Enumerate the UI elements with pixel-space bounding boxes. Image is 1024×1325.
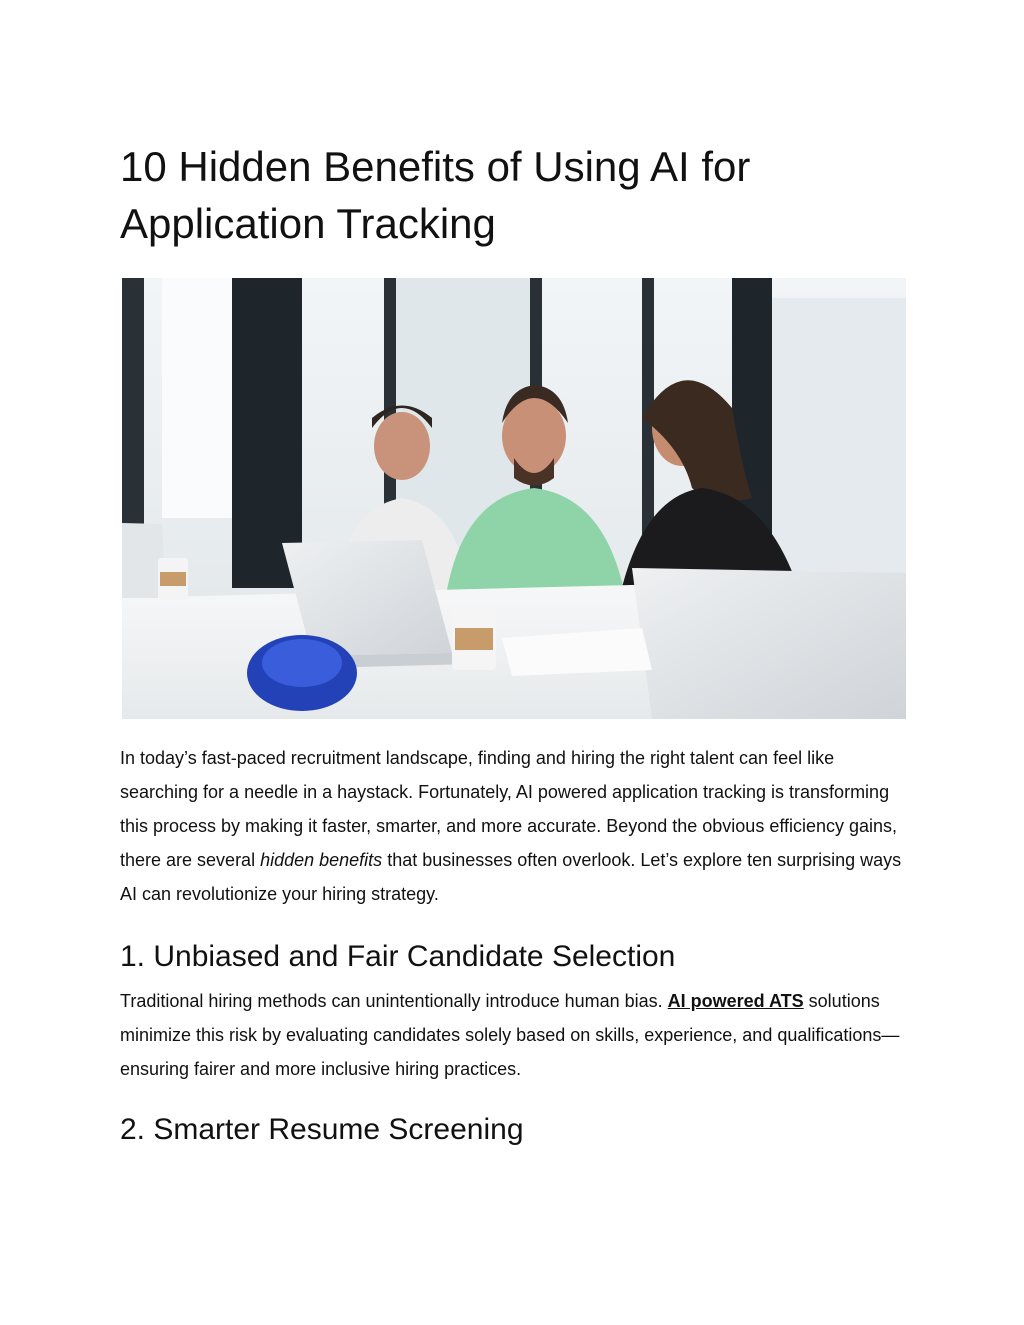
section-1-text-after: solutions minimize this risk by evaluating candidates solely based on skills, experience, and qualifications—ensuring fairer and more inclusive hiring practices. — [120, 991, 900, 1079]
document-title: 10 Hidden Benefits of Using AI for Application Tracking — [120, 143, 751, 247]
section-heading-1: 1. Unbiased and Fair Candidate Selection — [120, 940, 676, 973]
section-1-text-before: Traditional hiring methods can unintentionally introduce human bias. — [120, 991, 668, 1011]
intro-text-part2: that businesses often overlook. Let’s explore ten surprising ways AI can revolutionize your hiring strategy. — [120, 850, 902, 904]
ai-powered-ats-link[interactable]: AI powered ATS — [667, 991, 804, 1011]
intro-paragraph — [120, 741, 910, 911]
hero-photo — [122, 278, 906, 719]
intro-text-part1: In today’s fast-paced recruitment landscape, finding and hiring the right talent can feel like searching for a needle in a haystack. Fortunately, AI powered application tracking is transforming this process by making it faster, smarter, and more accurate. Beyond the obvious efficiency gains, there are several — [120, 748, 898, 870]
intro-emphasis: hidden benefits — [260, 850, 383, 870]
office-team-illustration — [122, 278, 906, 719]
section-heading-2: 2. Smarter Resume Screening — [120, 1113, 524, 1146]
section-1-paragraph — [120, 984, 910, 1086]
